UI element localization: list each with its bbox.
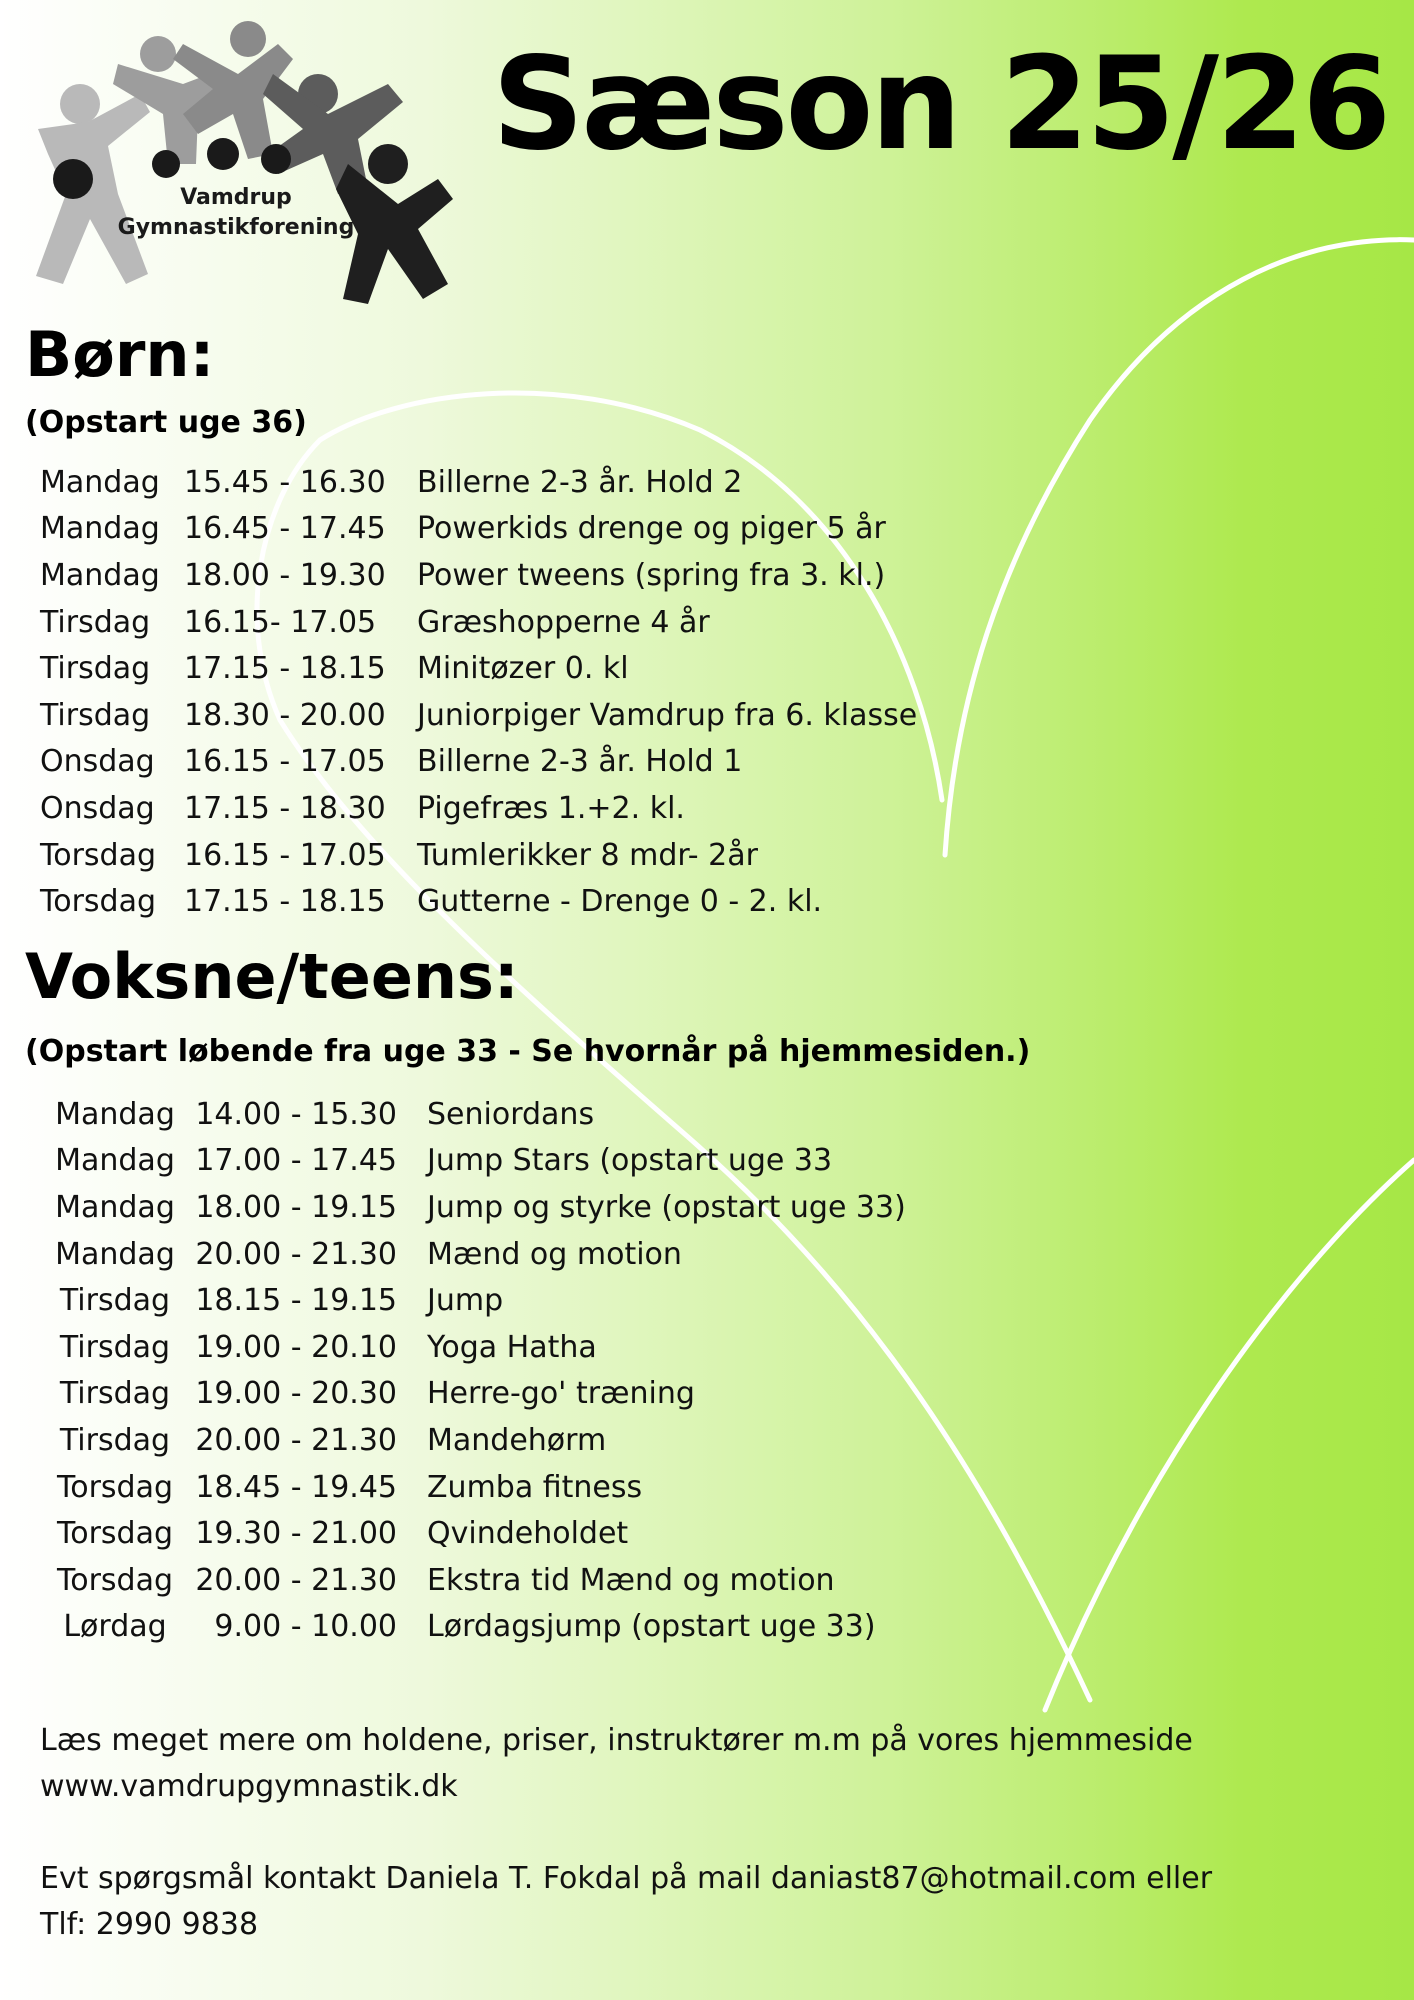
class-name: Zumba fitness — [427, 1469, 643, 1505]
day: Tirsdag — [59, 1329, 171, 1365]
class-name: Græshopperne 4 år — [417, 604, 710, 640]
day: Mandag — [55, 1189, 175, 1225]
info-text: Læs meget mere om holdene, priser, instruktører m.m på vores hjemmeside — [40, 1723, 1193, 1758]
adults-subtitle: (Opstart løbende fra uge 33 - Se hvornår på hjemmesiden.) — [25, 1034, 1031, 1069]
class-name: Powerkids drenge og piger 5 år — [417, 511, 886, 547]
schedule-row — [40, 1184, 1040, 1231]
day: Mandag — [55, 1143, 175, 1179]
day: Torsdag — [40, 837, 157, 873]
day: Tirsdag — [40, 604, 151, 640]
class-name: Tumlerikker 8 mdr- 2år — [417, 837, 758, 873]
schedule-row — [40, 1371, 1040, 1418]
children-subtitle: (Opstart uge 36) — [25, 405, 307, 440]
time: 18.30 - 20.00 — [184, 697, 386, 733]
people-figures-icon — [36, 21, 453, 304]
day: Tirsdag — [40, 651, 151, 687]
schedule-row — [40, 1510, 1040, 1557]
class-name: Jump — [427, 1283, 504, 1319]
schedule-row — [40, 832, 1040, 879]
schedule-row — [40, 599, 1040, 646]
time: 19.00 - 20.10 — [195, 1329, 397, 1365]
website-link[interactable]: www.vamdrupgymnastik.dk — [40, 1769, 458, 1804]
class-name: Minitøzer 0. kl — [417, 651, 629, 687]
logo-text-line1: Vamdrup — [180, 185, 292, 210]
schedule-row — [40, 1091, 1040, 1138]
day: Torsdag — [40, 884, 157, 920]
day: Tirsdag — [59, 1283, 171, 1319]
day: Mandag — [55, 1096, 175, 1132]
day: Onsdag — [40, 744, 155, 780]
time: 18.15 - 19.15 — [195, 1283, 397, 1319]
day: Mandag — [40, 511, 160, 547]
schedule-row — [40, 1138, 1040, 1185]
class-name: Power tweens (spring fra 3. kl.) — [417, 557, 886, 593]
class-name: Qvindeholdet — [427, 1516, 629, 1552]
schedule-row — [40, 459, 1040, 506]
class-name: Pigefræs 1.+2. kl. — [417, 790, 685, 826]
day: Torsdag — [56, 1562, 173, 1598]
schedule-row — [40, 1417, 1040, 1464]
footer-contact — [40, 1856, 1340, 1948]
class-name: Gutterne - Drenge 0 - 2. kl. — [417, 884, 823, 920]
day: Mandag — [55, 1236, 175, 1272]
time: 19.30 - 21.00 — [195, 1516, 397, 1552]
class-name: Seniordans — [427, 1096, 595, 1132]
class-name: Lørdagsjump (opstart uge 33) — [427, 1609, 876, 1645]
schedule-row — [40, 1324, 1040, 1371]
day: Torsdag — [56, 1516, 173, 1552]
day: Mandag — [40, 464, 160, 500]
schedule-row — [40, 878, 1040, 925]
children-schedule — [40, 459, 1040, 925]
schedule-row — [40, 552, 1040, 599]
class-name: Juniorpiger Vamdrup fra 6. klasse — [417, 697, 918, 733]
schedule-row — [40, 645, 1040, 692]
contact-text: Evt spørgsmål kontakt Daniela T. Fokdal på mail daniast87@hotmail.com eller — [40, 1861, 1213, 1896]
schedule-row — [40, 785, 1040, 832]
schedule-row — [40, 692, 1040, 739]
time: 18.00 - 19.30 — [184, 557, 386, 593]
schedule-row — [40, 1604, 1040, 1651]
phone-text: Tlf: 2990 9838 — [40, 1907, 259, 1942]
adults-schedule — [40, 1091, 1040, 1650]
day: Tirsdag — [40, 697, 151, 733]
time: 16.15 - 17.05 — [184, 744, 386, 780]
time: 17.00 - 17.45 — [195, 1143, 397, 1179]
time: 17.15 - 18.30 — [184, 790, 386, 826]
time: 15.45 - 16.30 — [184, 464, 386, 500]
time: 19.00 - 20.30 — [195, 1376, 397, 1412]
schedule-row — [40, 1557, 1040, 1604]
time: 9.00 - 10.00 — [214, 1609, 397, 1645]
day: Mandag — [40, 557, 160, 593]
footer-info — [40, 1718, 1340, 1810]
time: 16.15 - 17.05 — [184, 837, 386, 873]
time: 18.45 - 19.45 — [195, 1469, 397, 1505]
class-name: Jump og styrke (opstart uge 33) — [427, 1189, 906, 1225]
time: 16.45 - 17.45 — [184, 511, 386, 547]
time: 18.00 - 19.15 — [195, 1189, 397, 1225]
class-name: Ekstra tid Mænd og motion — [427, 1562, 835, 1598]
class-name: Jump Stars (opstart uge 33 — [427, 1143, 833, 1179]
adults-heading: Voksne/teens: — [25, 940, 519, 1013]
day: Onsdag — [40, 790, 155, 826]
day: Tirsdag — [59, 1376, 171, 1412]
time: 16.15- 17.05 — [184, 604, 377, 640]
day: Tirsdag — [59, 1422, 171, 1458]
time: 17.15 - 18.15 — [184, 884, 386, 920]
class-name: Mænd og motion — [427, 1236, 682, 1272]
time: 17.15 - 18.15 — [184, 651, 386, 687]
schedule-row — [40, 739, 1040, 786]
class-name: Herre-go' træning — [427, 1376, 695, 1412]
time: 20.00 - 21.30 — [195, 1562, 397, 1598]
day: Lørdag — [63, 1609, 167, 1645]
children-heading: Børn: — [25, 318, 215, 391]
page-title: Sæson 25/26 — [492, 30, 1389, 179]
class-name: Billerne 2-3 år. Hold 1 — [417, 744, 743, 780]
day: Torsdag — [56, 1469, 173, 1505]
time: 14.00 - 15.30 — [195, 1096, 397, 1132]
schedule-row — [40, 1231, 1040, 1278]
class-name: Mandehørm — [427, 1422, 607, 1458]
schedule-row — [40, 506, 1040, 553]
schedule-row — [40, 1277, 1040, 1324]
time: 20.00 - 21.30 — [195, 1422, 397, 1458]
class-name: Yoga Hatha — [427, 1329, 597, 1365]
logo-text-line2: Gymnastikforening — [117, 215, 355, 240]
time: 20.00 - 21.30 — [195, 1236, 397, 1272]
class-name: Billerne 2-3 år. Hold 2 — [417, 464, 743, 500]
club-logo — [18, 14, 458, 310]
schedule-row — [40, 1464, 1040, 1511]
